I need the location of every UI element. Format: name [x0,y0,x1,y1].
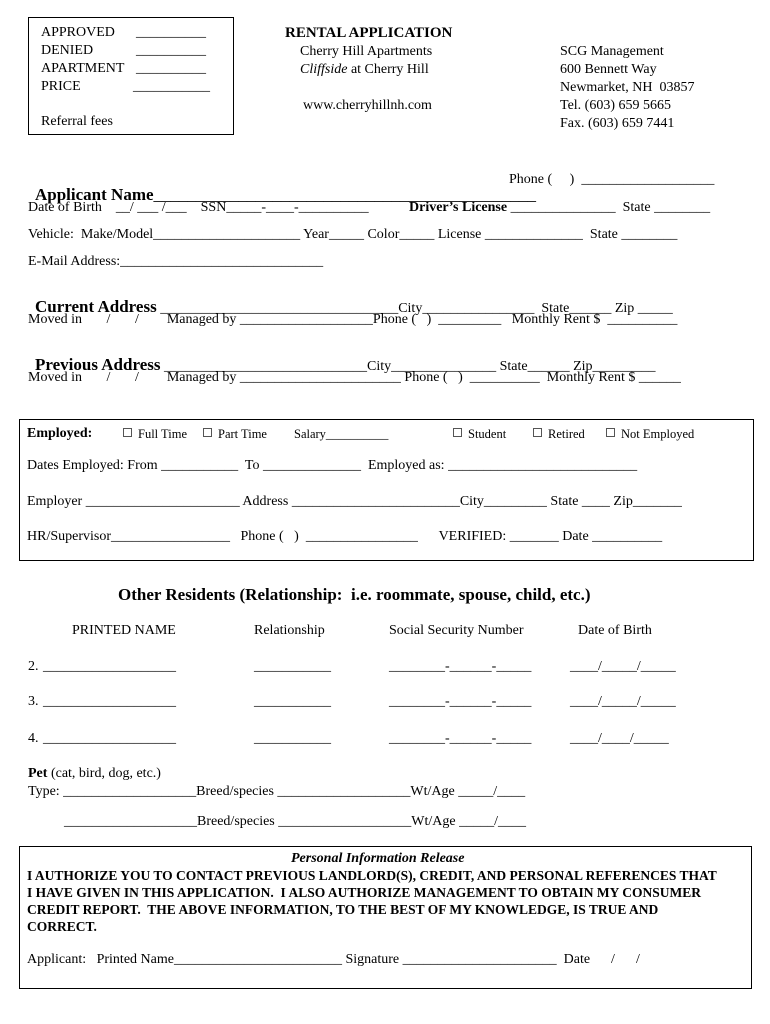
resident-row-2-name[interactable]: ___________________ [43,659,176,674]
resident-row-3-num: 3. [28,694,42,709]
col-relationship: Relationship [254,623,325,638]
resident-row-3-relationship[interactable]: ___________ [254,694,331,709]
hr-supervisor-row[interactable]: HR/Supervisor_________________ Phone ( ) ________________ VERIFIED: _______ Date __________ [27,529,663,544]
approved-label: APPROVED [41,25,115,40]
col-ssn: Social Security Number [389,623,524,638]
drivers-license-label: Driver’s License [409,200,508,215]
mgmt-address-1: 600 Bennett Way [560,62,657,77]
previous-moved-row[interactable]: Moved in / / Managed by _______________________ Phone ( ) __________ Monthly Rent $ ______ [28,370,681,385]
mgmt-tel: Tel. (603) 659 5665 [560,98,672,113]
resident-row-2-num: 2. [28,659,42,674]
email-row[interactable]: E-Mail Address:_____________________________ [28,254,324,269]
resident-row-4-name[interactable]: ___________________ [43,731,176,746]
pet-row-1[interactable]: Type: ___________________Breed/species ___________________Wt/Age _____/____ [28,784,526,799]
resident-row-3-ssn[interactable]: ________-______-_____ [389,694,532,709]
resident-row-2-relationship[interactable]: ___________ [254,659,331,674]
resident-row-4-relationship[interactable]: ___________ [254,731,331,746]
full-time-label: Full Time [138,427,187,441]
not-employed-label: Not Employed [621,427,695,441]
employed-label: Employed: [27,426,93,441]
property-subtitle [300,62,429,78]
salary-field[interactable]: Salary__________ [294,427,389,441]
price-label: PRICE [41,79,81,94]
student-label: Student [468,427,507,441]
previous-address-field[interactable]: _____________________________City_______________ State______ Zip_________ [160,359,656,375]
previous-address-label: Previous Address [35,355,161,375]
retired-checkbox[interactable] [533,428,542,437]
mgmt-address-2: Newmarket, NH 03857 [560,80,695,95]
referral-fees-label: Referral fees [41,114,113,129]
applicant-phone-field[interactable]: Phone ( ) ___________________ [509,172,715,187]
pet-heading [28,766,161,782]
full-time-option[interactable] [123,427,187,441]
release-line-2: I HAVE GIVEN IN THIS APPLICATION. I ALSO AUTHORIZE MANAGEMENT TO OBTAIN MY CONSUMER [27,885,701,900]
property-subtitle-italic: Cliffside [300,62,348,77]
not-employed-option[interactable] [606,427,694,441]
mgmt-fax: Fax. (603) 659 7441 [560,116,675,131]
full-time-checkbox[interactable] [123,428,132,437]
website: www.cherryhillnh.com [303,98,432,113]
dob-ssn-row[interactable]: Date of Birth __/ ___ /___ SSN_____-____-__________ [28,200,369,215]
col-dob: Date of Birth [578,623,652,638]
vehicle-row[interactable]: Vehicle: Make/Model_____________________ Year_____ Color_____ License ______________ State ________ [28,227,678,242]
retired-label: Retired [548,427,585,441]
resident-row-2-dob[interactable]: ____/_____/_____ [570,659,676,674]
denied-label: DENIED [41,43,94,58]
student-checkbox[interactable] [453,428,462,437]
resident-row-4-ssn[interactable]: ________-______-_____ [389,731,532,746]
not-employed-checkbox[interactable] [606,428,615,437]
property-name: Cherry Hill Apartments [300,44,433,59]
applicant-name-label: Applicant Name [35,185,154,205]
resident-row-4-num: 4. [28,731,42,746]
current-moved-row[interactable]: Moved in / / Managed by ___________________Phone ( ) _________ Monthly Rent $ __________ [28,312,678,327]
form-title: RENTAL APPLICATION [285,25,453,41]
part-time-option[interactable] [203,427,267,441]
release-line-1: I AUTHORIZE YOU TO CONTACT PREVIOUS LANDLORD(S), CREDIT, AND PERSONAL REFERENCES THAT [27,868,717,883]
drivers-license-row[interactable] [409,200,710,216]
retired-option[interactable] [533,427,585,441]
mgmt-name: SCG Management [560,44,664,59]
signature-row[interactable]: Applicant: Printed Name________________________ Signature ______________________ Date / / [27,952,640,967]
pet-hint: (cat, bird, dog, etc.) [47,766,161,781]
release-line-3: CREDIT REPORT. THE ABOVE INFORMATION, TO THE BEST OF MY KNOWLEDGE, IS TRUE AND [27,902,659,917]
price-field[interactable]: ___________ [133,79,210,94]
dates-employed-row[interactable]: Dates Employed: From ___________ To ______________ Employed as: ___________________________ [27,458,638,473]
other-residents-title: Other Residents (Relationship: i.e. roommate, spouse, child, etc.) [118,585,591,604]
release-line-4: CORRECT. [27,919,97,934]
release-title: Personal Information Release [291,851,465,866]
resident-row-2-ssn[interactable]: ________-______-_____ [389,659,532,674]
apartment-label: APARTMENT [41,61,125,76]
resident-row-3-name[interactable]: ___________________ [43,694,176,709]
pet-row-2[interactable]: ___________________Breed/species ___________________Wt/Age _____/____ [64,814,526,829]
part-time-label: Part Time [218,427,267,441]
denied-field[interactable]: __________ [136,43,206,58]
resident-row-4-dob[interactable]: ____/____/_____ [570,731,669,746]
pet-label: Pet [28,766,48,781]
resident-row-3-dob[interactable]: ____/_____/_____ [570,694,676,709]
property-subtitle-rest: at Cherry Hill [347,62,429,77]
apartment-field[interactable]: __________ [136,61,206,76]
current-address-label: Current Address [35,297,157,317]
drivers-license-field[interactable]: _______________ State ________ [507,200,711,215]
col-printed-name: PRINTED NAME [72,623,176,638]
current-address-field[interactable]: __________________________________City________________ State______ Zip _____ [156,301,673,317]
student-option[interactable] [453,427,506,441]
part-time-checkbox[interactable] [203,428,212,437]
applicant-name-field[interactable]: _____________________________________________ [153,185,537,205]
approved-field[interactable]: __________ [136,25,206,40]
employer-row[interactable]: Employer ______________________ Address ________________________City_________ State ____ Zip_______ [27,494,682,509]
